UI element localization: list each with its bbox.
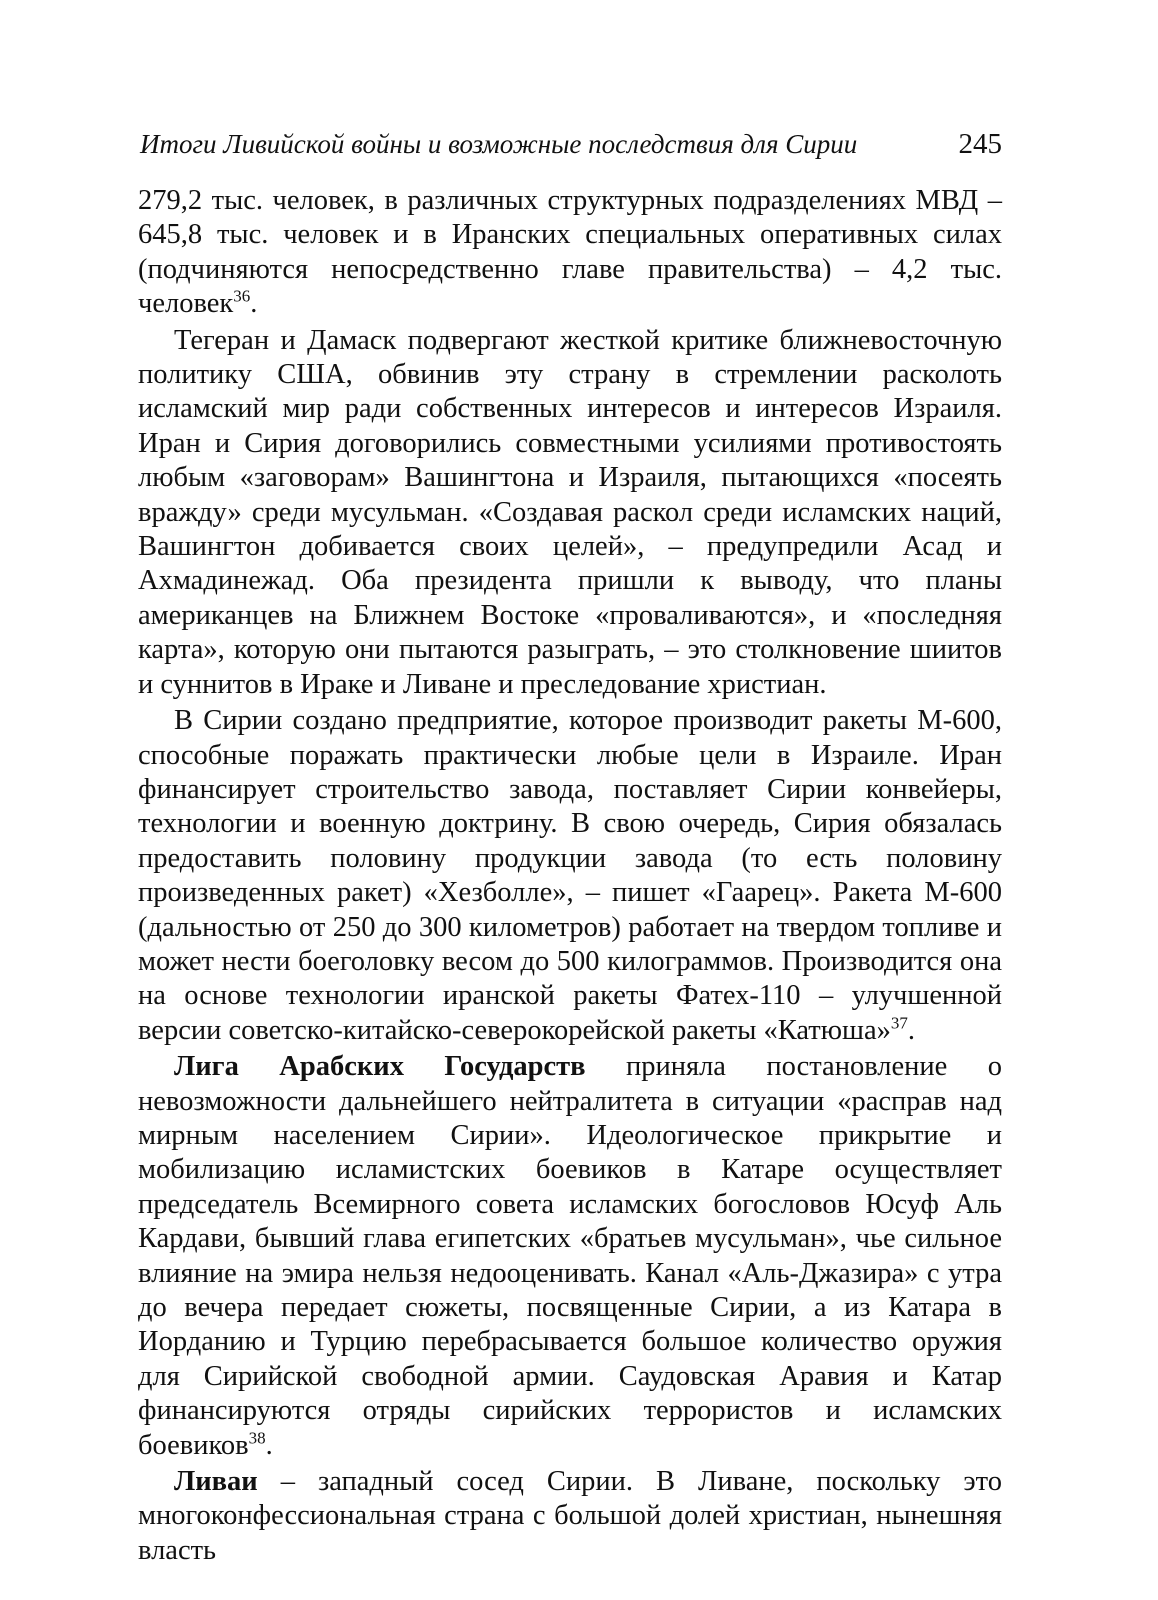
paragraph-arab-league bbox=[138, 1050, 1002, 1463]
paragraph-m600-rockets bbox=[138, 704, 1002, 1048]
paragraph-lebanon bbox=[138, 1465, 1002, 1568]
paragraph-text: 279,2 тыс. человек, в различных структурных подразделениях МВД – 645,8 тыс. человек и в Иранских специальных оперативных силах (подчиняются непосредственно главе правительства) – 4,2 тыс. человек bbox=[138, 185, 1002, 320]
paragraph-lead: Лига Арабских Государств bbox=[174, 1051, 586, 1083]
paragraph-tehran-damascus bbox=[138, 324, 1002, 702]
paragraph-text: приняла постановление о невозможности дальнейшего нейтралитета в ситуации «расправ над мирным населением Сирии». Идеологическое прикрытие и мобилизацию исламистских боевиков в Катаре осуществляет председатель Всемирного совета исламских богословов Юсуф Аль Кардави, бывший глава египетских «братьев мусульман», чье сильное влияние на эмира нельзя недооценивать. Канал «Аль-Джазира» с утра до вечера передает сюжеты, посвященные Сирии, а из Катара в Иорданию и Турцию перебрасывается большое количество оружия для Сирийской свободной армии. Саудовская Аравия и Катар финансируются отряды сирийских террористов и исламских боевиков bbox=[138, 1051, 1002, 1461]
body-text bbox=[138, 184, 1002, 1568]
paragraph-end: . bbox=[265, 1429, 273, 1461]
page-number: 245 bbox=[958, 128, 1002, 160]
paragraph-end: . bbox=[907, 1014, 915, 1046]
footnote-ref: 37 bbox=[890, 1013, 908, 1033]
running-title: Итоги Ливийской войны и возможные последствия для Сирии bbox=[140, 129, 858, 159]
paragraph-end: . bbox=[250, 288, 258, 320]
footnote-ref: 38 bbox=[248, 1428, 266, 1448]
paragraph-text: В Сирии создано предприятие, которое производит ракеты М-600, способные поражать практически любые цели в Израиле. Иран финансирует строительство завода, поставляет Сирии конвейеры, технологии и военную доктрину. В свою очередь, Сирия обязалась предоставить половину продукции завода (то есть половину произведенных ракет) «Хезболле», – пишет «Гаарец». Ракета М-600 (дальностью от 250 до 300 километров) работает на твердом топливе и может нести боеголовку весом до 500 килограммов. Производится она на основе технологии иранской ракеты Фатех-110 – улучшенной версии советско-китайско-северокорейской ракеты «Катюша» bbox=[138, 705, 1002, 1046]
paragraph-text: – западный сосед Сирии. В Ливане, поскольку это многоконфессиональная страна с большой долей христиан, нынешняя власть bbox=[138, 1466, 1002, 1566]
running-header bbox=[138, 128, 1002, 168]
paragraph-continuation bbox=[138, 184, 1002, 322]
paragraph-lead: Ливаи bbox=[174, 1466, 258, 1498]
book-page bbox=[138, 128, 1002, 1568]
paragraph-text: Тегеран и Дамаск подвергают жесткой критике ближневосточную политику США, обвинив эту страну в стремлении расколоть исламский мир ради собственных интересов и интересов Израиля. Иран и Сирия договорились совместными усилиями противостоять любым «заговорам» Вашингтона и Израиля, пытающихся «посеять вражду» среди мусульман. «Создавая раскол среди исламских наций, Вашингтон добивается своих целей», – предупредили Асад и Ахмадинежад. Оба президента пришли к выводу, что планы американцев на Ближнем Востоке «проваливаются», и «последняя карта», которую они пытаются разыграть, – это столкновение шиитов и суннитов в Ираке и Ливане и преследование христиан. bbox=[138, 324, 1002, 700]
footnote-ref: 36 bbox=[233, 286, 251, 306]
